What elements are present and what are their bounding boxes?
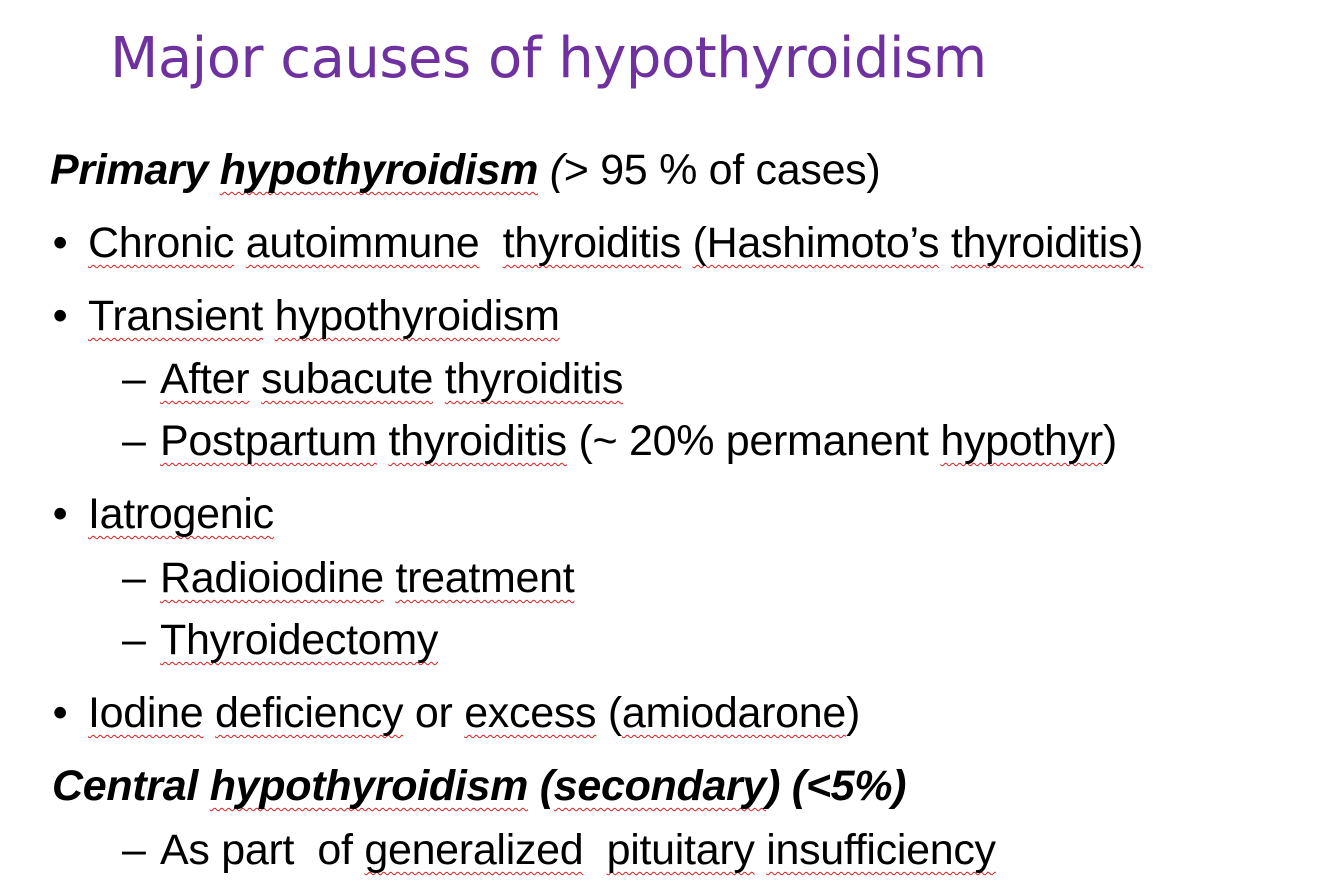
word: ) <box>1102 417 1117 465</box>
word: hypothyroidism <box>274 292 560 340</box>
sub-after-subacute-text <box>160 353 623 405</box>
bullet-marker: • <box>52 490 68 538</box>
dash-marker: – <box>122 355 146 403</box>
word: ( <box>539 762 554 810</box>
word: ( <box>607 689 622 737</box>
word: ) <box>846 689 861 737</box>
word: ) (<5%) <box>766 762 907 810</box>
word: or <box>414 689 453 737</box>
dash-marker: – <box>122 417 146 465</box>
word: deficiency <box>215 689 404 737</box>
primary-label-hypothyroidism: hypothyroidism <box>219 146 539 194</box>
word: of <box>317 826 353 874</box>
word: treatment <box>395 554 575 602</box>
bullet-marker: • <box>52 689 68 737</box>
dash-marker: – <box>122 616 146 664</box>
primary-paren-open: ( <box>549 146 564 194</box>
word: hypothyroidism <box>209 762 529 810</box>
word: As part <box>160 826 295 874</box>
word: generalized <box>364 826 584 874</box>
word: Iodine <box>88 689 204 737</box>
word: Central <box>52 762 199 810</box>
bullet-marker: • <box>52 219 68 267</box>
word: pituitary <box>606 826 755 874</box>
bullet-marker: • <box>52 292 68 340</box>
word: Chronic <box>88 219 235 267</box>
primary-label: Primary <box>50 146 209 194</box>
bullet-transient-text <box>88 290 560 342</box>
primary-hypothyroidism-heading <box>50 144 880 196</box>
word: thyroiditis <box>502 219 681 267</box>
word: thyroiditis) <box>950 219 1144 267</box>
word: (~ 20% permanent <box>578 417 929 465</box>
primary-note: > 95 % of cases) <box>563 146 881 194</box>
word: amiodarone <box>621 689 847 737</box>
word: subacute <box>260 355 434 403</box>
word: autoimmune <box>245 219 480 267</box>
bullet-iatrogenic-text <box>88 488 274 540</box>
central-hypothyroidism-heading <box>52 760 906 812</box>
word: Iatrogenic <box>88 490 274 538</box>
dash-marker: – <box>122 826 146 874</box>
bullet-iodine-text <box>88 687 860 739</box>
word: secondary <box>553 762 767 810</box>
word: thyroiditis <box>444 355 624 403</box>
word: Postpartum <box>160 417 377 465</box>
sub-pituitary-text <box>160 824 996 876</box>
sub-postpartum-text <box>160 415 1117 467</box>
slide-title: Major causes of hypothyroidism <box>110 26 987 91</box>
sub-thyroidectomy-text <box>160 614 438 666</box>
word: thyroiditis <box>388 417 567 465</box>
dash-marker: – <box>122 554 146 602</box>
bullet-chronic-text <box>88 217 1143 269</box>
word: hypothyr <box>940 417 1103 465</box>
word: insufficiency <box>766 826 996 874</box>
word: Radioiodine <box>160 554 384 602</box>
sub-radioiodine-text <box>160 552 574 604</box>
word: excess <box>464 689 597 737</box>
word: Transient <box>88 292 263 340</box>
word: Thyroidectomy <box>160 616 439 664</box>
word: After <box>160 355 250 403</box>
word: (Hashimoto’s <box>692 219 940 267</box>
